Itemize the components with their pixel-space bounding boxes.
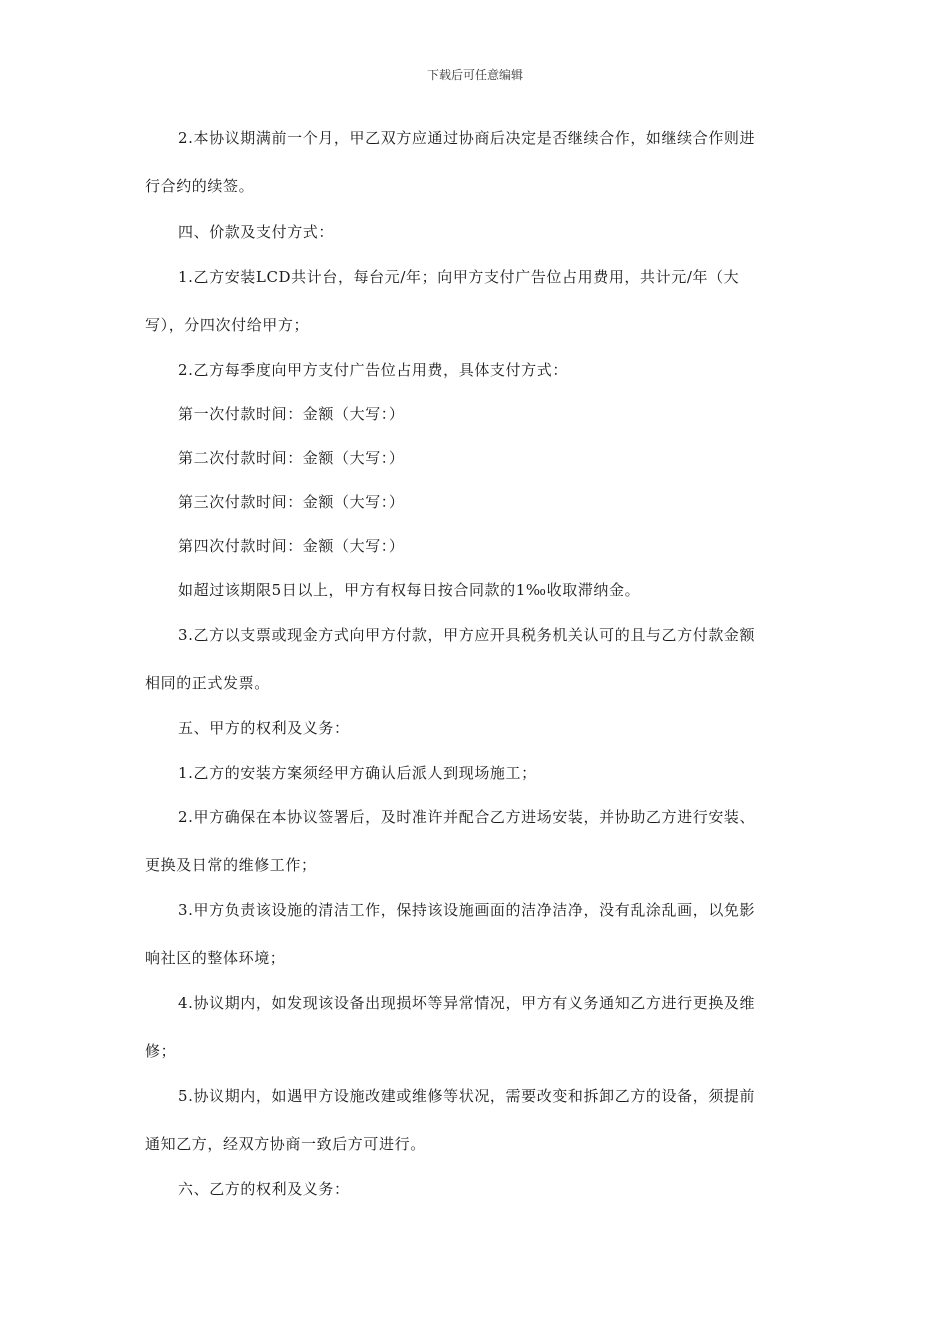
clause-3-2-line-2: 行合约的续签。 xyxy=(145,177,255,195)
clause-5-1: 1.乙方的安装方案须经甲方确认后派人到现场施工； xyxy=(178,764,537,782)
clause-5-2-line-2: 更换及日常的维修工作； xyxy=(145,856,317,874)
payment-4: 第四次付款时间：金额（大写：） xyxy=(178,537,405,555)
section-5-heading: 五、甲方的权利及义务： xyxy=(178,719,350,737)
clause-5-4-line-2: 修； xyxy=(145,1042,177,1060)
clause-3-2-line-1: 2.本协议期满前一个月，甲乙双方应通过协商后决定是否继续合作，如继续合作则进 xyxy=(178,129,756,147)
header-note: 下载后可任意编辑 xyxy=(426,68,523,82)
clause-5-3-line-1: 3.甲方负责该设施的清洁工作，保持该设施画面的洁净洁净，没有乱涂乱画，以免影 xyxy=(178,901,756,919)
clause-4-1-line-1: 1.乙方安装LCD共计台，每台元/年；向甲方支付广告位占用费用，共计元/年（大 xyxy=(178,268,740,286)
clause-4-3-line-1: 3.乙方以支票或现金方式向甲方付款，甲方应开具税务机关认可的且与乙方付款金额 xyxy=(178,626,756,644)
clause-5-2-line-1: 2.甲方确保在本协议签署后，及时准许并配合乙方进场安装，并协助乙方进行安装、 xyxy=(178,808,756,826)
late-fee-clause: 如超过该期限5日以上，甲方有权每日按合同款的1‰收取滞纳金。 xyxy=(178,581,641,599)
clause-4-3-line-2: 相同的正式发票。 xyxy=(145,674,270,692)
clause-5-3-line-2: 响社区的整体环境； xyxy=(145,949,286,967)
payment-2: 第二次付款时间：金额（大写：） xyxy=(178,449,405,467)
clause-5-5-line-2: 通知乙方，经双方协商一致后方可进行。 xyxy=(145,1135,426,1153)
payment-1: 第一次付款时间：金额（大写：） xyxy=(178,405,405,423)
clause-4-1-line-2: 写），分四次付给甲方； xyxy=(145,316,310,334)
clause-4-2: 2.乙方每季度向甲方支付广告位占用费，具体支付方式： xyxy=(178,361,568,379)
section-4-heading: 四、价款及支付方式： xyxy=(178,223,335,241)
clause-5-4-line-1: 4.协议期内，如发现该设备出现损坏等异常情况，甲方有义务通知乙方进行更换及维 xyxy=(178,994,756,1012)
section-6-heading: 六、乙方的权利及义务： xyxy=(178,1180,350,1198)
clause-5-5-line-1: 5.协议期内，如遇甲方设施改建或维修等状况，需要改变和拆卸乙方的设备，须提前 xyxy=(178,1087,756,1105)
payment-3: 第三次付款时间：金额（大写：） xyxy=(178,493,405,511)
